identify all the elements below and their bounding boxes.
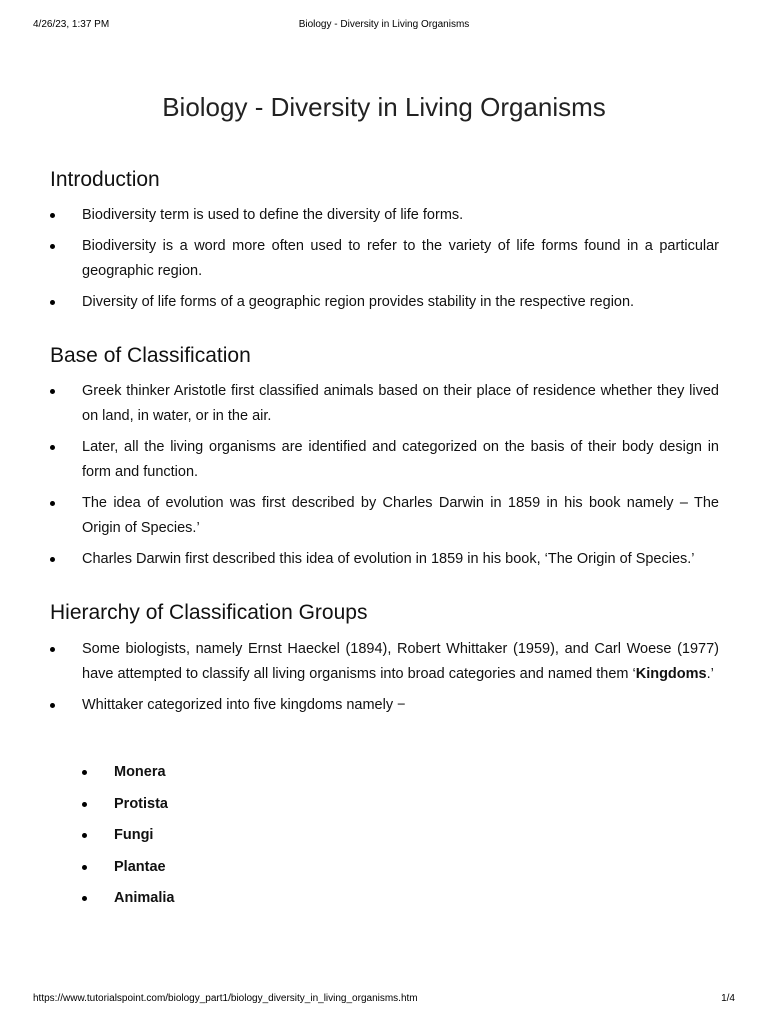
list-item-text: Diversity of life forms of a geographic region provides stability in the respective region.: [82, 294, 635, 310]
bullet-icon: [50, 703, 55, 708]
kingdoms-term: Kingdoms: [635, 666, 707, 682]
bullet-icon: [50, 300, 55, 305]
list-item: [50, 637, 719, 687]
kingdom-item-monera: [82, 760, 382, 785]
kingdom-label: Plantae: [114, 858, 166, 875]
page-title: Biology - Diversity in Living Organisms: [162, 92, 606, 122]
list-item-text: Charles Darwin first described this idea of evolution in 1859 in his book, ‘The Origin of Species.’: [82, 551, 695, 567]
bullet-icon: [50, 647, 55, 652]
list-item-text: Greek thinker Aristotle first classified animals based on their place of residence whether they lived on land, in water, or in the air.: [82, 383, 719, 424]
kingdoms-list: [82, 760, 382, 918]
kingdom-item-protista: [82, 792, 382, 817]
kingdom-label: Protista: [114, 795, 168, 812]
print-header: [33, 18, 735, 32]
page-number: 1/4: [721, 993, 735, 1004]
list-item-text: Later, all the living organisms are identified and categorized on the basis of their body design in form and function.: [82, 439, 719, 480]
list-item-text: Biodiversity term is used to define the diversity of life forms.: [82, 207, 464, 223]
list-item-text: Biodiversity is a word more often used to refer to the variety of life forms found in a particular geographic region.: [82, 238, 719, 279]
list-item: [50, 203, 719, 228]
kingdom-label: Fungi: [114, 827, 154, 843]
list-item-text: The idea of evolution was first described by Charles Darwin in 1859 in his book namely – The Origin of Species.’: [82, 495, 719, 536]
print-document-title: Biology - Diversity in Living Organisms: [298, 19, 470, 30]
bullet-icon: [82, 896, 87, 901]
list-item-text-end: .’: [706, 666, 714, 682]
list-item: [50, 491, 719, 541]
bullet-icon: [50, 213, 55, 218]
kingdom-item-animalia: [82, 886, 382, 911]
bullet-icon: [82, 770, 87, 775]
print-datetime: 4/26/23, 1:37 PM: [33, 19, 110, 30]
section-heading-hierarchy: Hierarchy of Classification Groups: [50, 601, 368, 624]
hierarchy-list: [50, 637, 719, 724]
bullet-icon: [82, 802, 87, 807]
bullet-icon: [50, 445, 55, 450]
list-item: [50, 379, 719, 429]
bullet-icon: [82, 833, 87, 838]
bullet-icon: [82, 865, 87, 870]
section-heading-base-of-classification: Base of Classification: [50, 344, 251, 367]
list-item-text: Some biologists, namely Ernst Haeckel (1894), Robert Whittaker (1959), and Carl Woese (1977) have attempted to classify all living organisms into broad categories and named them ‘: [82, 641, 719, 682]
kingdom-item-fungi: [82, 823, 382, 848]
kingdom-item-plantae: [82, 855, 382, 880]
list-item: [50, 693, 719, 718]
bullet-icon: [50, 557, 55, 562]
kingdom-label: Monera: [114, 764, 166, 780]
source-url[interactable]: https://www.tutorialspoint.com/biology_part1/biology_diversity_in_living_organisms.htm: [33, 993, 418, 1004]
list-item-text: Whittaker categorized into five kingdoms namely −: [82, 697, 406, 713]
list-item: [50, 547, 719, 572]
list-item: [50, 435, 719, 485]
bullet-icon: [50, 501, 55, 506]
bullet-icon: [50, 244, 55, 249]
base-of-classification-list: [50, 379, 719, 578]
list-item: [50, 234, 719, 284]
bullet-icon: [50, 389, 55, 394]
print-footer: [33, 992, 735, 1006]
introduction-list: [50, 203, 719, 321]
list-item: [50, 290, 719, 315]
section-heading-introduction: Introduction: [50, 168, 160, 191]
kingdom-label: Animalia: [114, 890, 175, 906]
